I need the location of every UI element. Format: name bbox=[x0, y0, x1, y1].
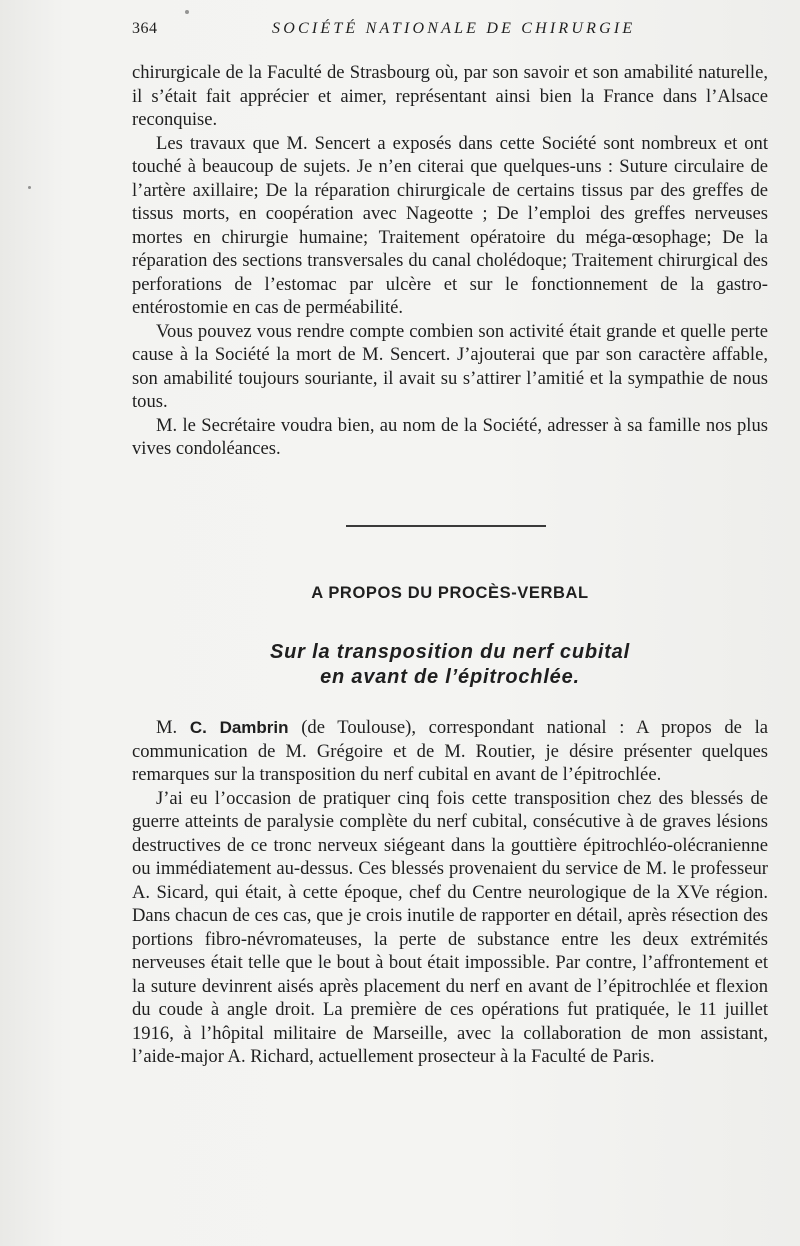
scan-speck bbox=[28, 186, 31, 189]
scan-speck bbox=[185, 10, 189, 14]
section-divider bbox=[346, 525, 546, 527]
article-title-line: Sur la transposition du nerf cubital bbox=[270, 641, 630, 663]
article-text bbox=[132, 716, 768, 1069]
page-number: 364 bbox=[132, 20, 158, 37]
page-header bbox=[132, 20, 772, 44]
paragraph-text: (de Toulouse), correspondant national : A propos de la communication de M. Grégoire et de M. Routier, je désire présenter quelques remarques sur la transposition du nerf cubital en avant de l’épitrochlée. bbox=[132, 717, 768, 785]
paragraph bbox=[132, 716, 768, 787]
author-name: C. Dambrin bbox=[189, 718, 289, 737]
paragraph: chirurgicale de la Faculté de Strasbourg où, par son savoir et son amabilité naturelle, il s’était fait apprécier et aimer, représentant ainsi bien la France dans l’Alsace reconquise. bbox=[132, 62, 768, 130]
paragraph: Les travaux que M. Sencert a exposés dans cette Société sont nombreux et ont touché à beaucoup de sujets. Je n’en citerai que quelques-uns : Suture circulaire de l’artère axillaire; De la réparation chirurgicale de certains tissus par des greffes de tissus morts, en coopération avec Nageotte ; De l’emploi des greffes nerveuses mortes en chirurgie humaine; Traitement opératoire du méga-œsophage; De la réparation des sections transversales du canal cholédoque; Traitement chirurgical des perforations de l’estomac par ulcère et sur le fonctionnement de la gastro-entérostomie en cas de perméabilité. bbox=[132, 132, 768, 318]
running-title: SOCIÉTÉ NATIONALE DE CHIRURGIE bbox=[272, 20, 636, 37]
author-prefix: M. bbox=[156, 717, 190, 738]
obituary-text bbox=[132, 61, 768, 461]
paragraph: J’ai eu l’occasion de pratiquer cinq fois cette transposition chez des blessés de guerre atteints de paralysie complète du nerf cubital, consécutive à de graves lésions destructives de ce tronc nerveux siégeant dans la gouttière épitrochléo-olécranienne ou immédiatement au-dessus. Ces blessés provenaient du service de M. le professeur A. Sicard, qui était, à cette époque, chef du Centre neurologique de la XVe région. Dans chacun de ces cas, que je crois inutile de rapporter en détail, après résection des portions fibro-névromateuses, la perte de substance entre les deux extrémités nerveuses était telle que le bout à bout était impossible. Par contre, l’affrontement et la suture devinrent aisés après placement du nerf en avant de l’épitrochlée et flexion du coude à angle droit. La première de ces opérations fut pratiquée, le 11 juillet 1916, à l’hôpital militaire de Marseille, avec la collaboration de mon assistant, l’aide-major A. Richard, actuellement prosecteur à la Faculté de Paris. bbox=[132, 787, 768, 1067]
article-title bbox=[132, 640, 768, 690]
article-title-line: en avant de l’épitrochlée. bbox=[320, 666, 580, 688]
paragraph: Vous pouvez vous rendre compte combien son activité était grande et quelle perte cause à la Société la mort de M. Sencert. J’ajouterai que par son caractère affable, son amabilité toujours souriante, il avait su s’attirer l’amitié et la sympathie de nous tous. bbox=[132, 320, 768, 412]
paragraph: M. le Secrétaire voudra bien, au nom de la Société, adresser à sa famille nos plus vives condoléances. bbox=[132, 414, 768, 459]
section-heading: A PROPOS DU PROCÈS-VERBAL bbox=[311, 584, 589, 602]
